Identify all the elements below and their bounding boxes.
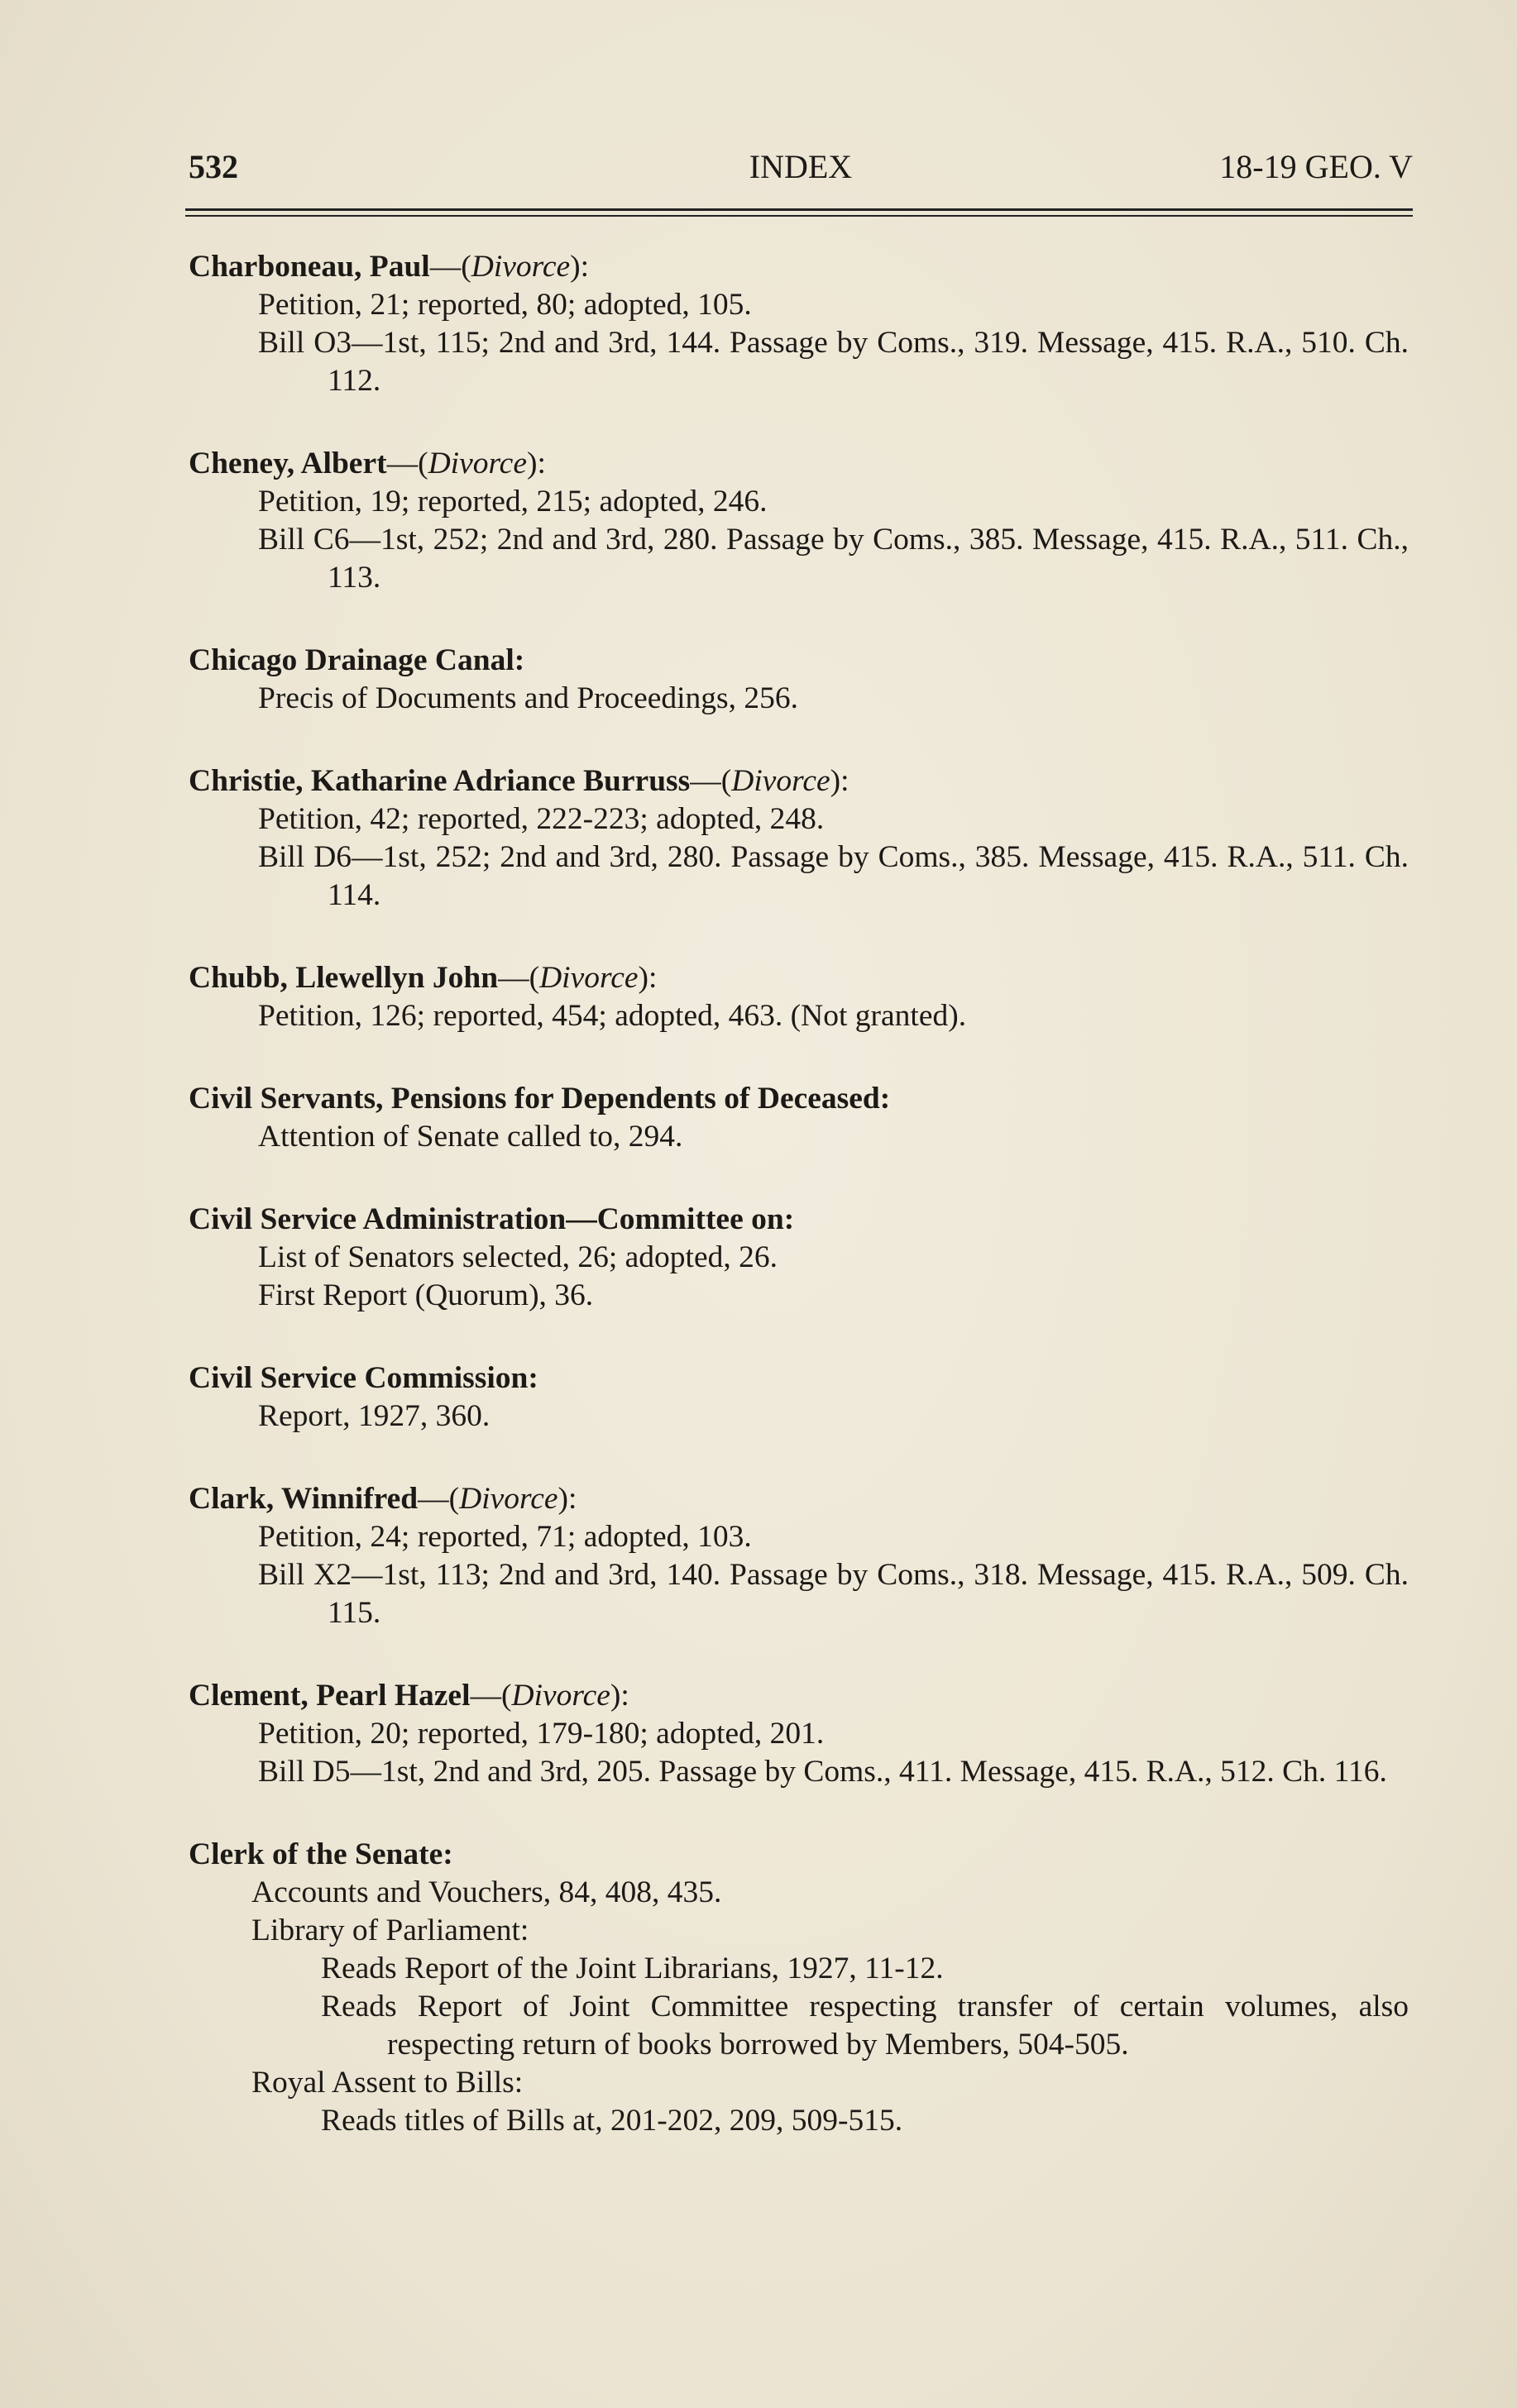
entry-tag: Divorce (511, 1679, 610, 1713)
entry-name: Civil Servants, Pensions for Dependents of Deceased: (189, 1082, 891, 1116)
entry-heading (189, 642, 1409, 680)
index-entry-clerk-of-senate (189, 1836, 1409, 2140)
entry-dash: —( (429, 250, 471, 284)
entry-heading (189, 762, 1409, 800)
entry-line: Petition, 42; reported, 222-223; adopted, 248. (258, 802, 825, 836)
entry-line: Bill X2—1st, 113; 2nd and 3rd, 140. Passage by Coms., 318. Message, 415. R.A., 509. Ch. 115. (258, 1558, 1409, 1630)
index-entry-clark (189, 1480, 1409, 1632)
entry-tail: ): (526, 447, 546, 480)
entry-line: List of Senators selected, 26; adopted, 26. (258, 1240, 778, 1274)
entry-name: Charboneau, Paul (189, 250, 430, 284)
entry-name: Cheney, Albert (189, 447, 387, 480)
entry-name: Chubb, Llewellyn John (189, 961, 499, 995)
entry-heading (189, 445, 1409, 483)
entry-line: Petition, 24; reported, 71; adopted, 103. (258, 1520, 752, 1554)
entry-name: Civil Service Administration—Committee on: (189, 1202, 795, 1236)
entry-subheading: Royal Assent to Bills: (251, 2066, 524, 2100)
entry-heading (189, 1480, 1409, 1518)
entry-heading (189, 1359, 1409, 1398)
index-entry-chubb (189, 959, 1409, 1035)
index-entry-chicago-drainage (189, 642, 1409, 718)
entry-line: Reads Report of Joint Committee respecting transfer of certain volumes, also respecting return of books borrowed by Members, 504-505. (321, 1990, 1409, 2062)
entry-line: Petition, 19; reported, 215; adopted, 246. (258, 485, 768, 518)
entry-heading (189, 1836, 1409, 1874)
entry-dash: —( (470, 1679, 512, 1713)
entry-name: Clement, Pearl Hazel (189, 1679, 471, 1713)
index-entry-cheney (189, 445, 1409, 597)
page-number: 532 (189, 148, 238, 185)
entry-line: Bill D5—1st, 2nd and 3rd, 205. Passage by Coms., 411. Message, 415. R.A., 512. Ch. 116. (258, 1755, 1387, 1789)
index-entry-civil-servants (189, 1080, 1409, 1156)
entry-line: Precis of Documents and Proceedings, 256. (258, 681, 798, 715)
entry-line: Report, 1927, 360. (258, 1399, 491, 1433)
entry-heading (189, 1201, 1409, 1239)
reign-label: 18-19 GEO. V (1219, 148, 1413, 185)
header-rule-thin (185, 215, 1413, 217)
entry-line: Attention of Senate called to, 294. (258, 1120, 683, 1154)
entry-heading (189, 1677, 1409, 1715)
entry-line: Petition, 21; reported, 80; adopted, 105. (258, 288, 752, 322)
entry-dash: —( (418, 1482, 460, 1516)
entry-name: Chicago Drainage Canal: (189, 643, 525, 677)
entry-tail: ): (558, 1482, 577, 1516)
entry-heading (189, 959, 1409, 997)
entry-line: First Report (Quorum), 36. (258, 1278, 594, 1312)
running-title: INDEX (749, 148, 853, 185)
entry-tail: ): (638, 961, 658, 995)
entry-heading (189, 248, 1409, 286)
entry-tag: Divorce (731, 764, 830, 798)
entry-name: Christie, Katharine Adriance Burruss (189, 764, 691, 798)
entry-tail: ): (610, 1679, 629, 1713)
entry-line: Petition, 20; reported, 179-180; adopted, 201. (258, 1717, 825, 1751)
entry-line: Reads Report of the Joint Librarians, 1927, 11-12. (321, 1952, 944, 1985)
entry-line: Accounts and Vouchers, 84, 408, 435. (251, 1875, 722, 1909)
header-rule (185, 208, 1413, 211)
index-entry-civil-service-commission (189, 1359, 1409, 1436)
index-entry-civil-service-admin (189, 1201, 1409, 1315)
entry-dash: —( (498, 961, 540, 995)
entry-line: Bill O3—1st, 115; 2nd and 3rd, 144. Passage by Coms., 319. Message, 415. R.A., 510. Ch. 112. (258, 326, 1409, 398)
entry-line: Bill C6—1st, 252; 2nd and 3rd, 280. Passage by Coms., 385. Message, 415. R.A., 511. Ch., 113. (258, 523, 1409, 595)
entry-subheading: Library of Parliament: (251, 1913, 529, 1947)
entry-line: Bill D6—1st, 252; 2nd and 3rd, 280. Passage by Coms., 385. Message, 415. R.A., 511. Ch. 114. (258, 840, 1409, 912)
index-entry-christie (189, 762, 1409, 915)
entry-tail: ): (570, 250, 590, 284)
index-content (189, 248, 1409, 2185)
index-entry-charboneau (189, 248, 1409, 400)
entry-tag: Divorce (539, 961, 639, 995)
entry-name: Civil Service Commission: (189, 1361, 538, 1395)
entry-line: Reads titles of Bills at, 201-202, 209, 509-515. (321, 2104, 903, 2138)
entry-tag: Divorce (471, 250, 571, 284)
entry-dash: —( (386, 447, 428, 480)
entry-tail: ): (830, 764, 849, 798)
entry-name: Clark, Winnifred (189, 1482, 419, 1516)
entry-dash: —( (690, 764, 732, 798)
entry-line: Petition, 126; reported, 454; adopted, 463. (Not granted). (258, 999, 967, 1033)
entry-tag: Divorce (459, 1482, 558, 1516)
entry-name: Clerk of the Senate: (189, 1837, 453, 1871)
index-entry-clement (189, 1677, 1409, 1791)
entry-tag: Divorce (428, 447, 527, 480)
entry-heading (189, 1080, 1409, 1118)
page-header (189, 147, 1413, 189)
